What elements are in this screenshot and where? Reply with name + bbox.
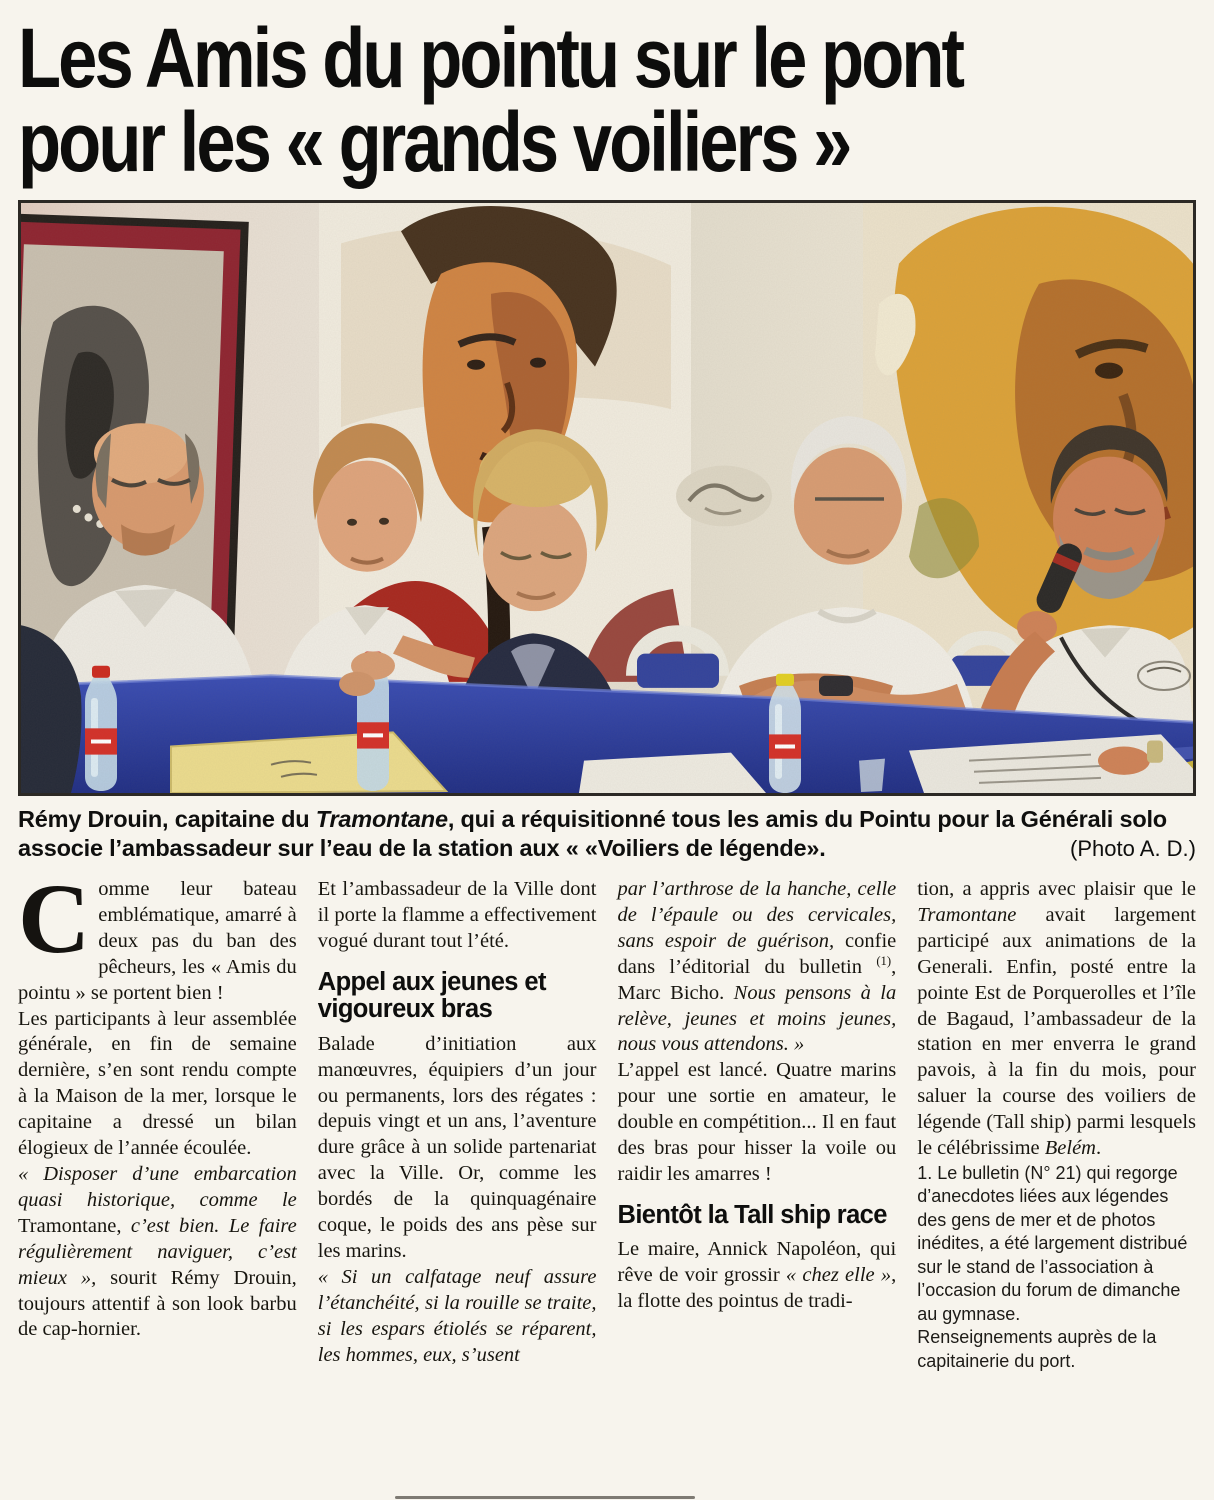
paragraph: Et l’ambassadeur de la Ville dont il porte la flamme a effectivement vogué durant tout l’été. xyxy=(317,878,597,952)
paragraph-quote: « Si un calfatage neuf assure l’étanchéité, si la rouille se traite, si les espars étiolés se réparent, les hommes, eux, s’usent xyxy=(317,1265,597,1366)
column-1 xyxy=(18,877,297,1500)
paragraph: « Disposer d’une embarcation quasi historique, comme le Tramontane, c’est bien. Le faire régulièrement naviguer, c’est mieux », sourit Rémy Drouin, toujours attentif à son look barbu de cap-hornier. xyxy=(18,1162,297,1341)
subhead-tallship: Bientôt la Tall ship race xyxy=(617,1200,887,1229)
headline-line-2: pour les « grands voiliers » xyxy=(18,95,850,189)
footnote: 1. Le bulletin (N° 21) qui regorge d’anecdotes liées aux légendes des gens de mer et de photos inédites, a été largement distribué sur le stand de l’association à l’occasion du forum de dimanche au gymnase. xyxy=(917,1162,1188,1324)
subhead-appel: Appel aux jeunes et vigoureux bras xyxy=(317,967,546,1024)
photo-grain xyxy=(21,203,1193,793)
paragraph: par l’arthrose de la hanche, celle de l’épaule ou des cervicales, sans espoir de guérison, confie dans l’éditorial du bulletin $^{(1)}$, Marc Bicho. Nous pensons à la relève, jeunes et moins jeunes, nous vous attendons. » xyxy=(617,878,897,1056)
paragraph: Le maire, Annick Napoléon, qui rêve de voir grossir « chez elle », la flotte des pointus de tradi- xyxy=(617,1238,897,1313)
scan-artifact xyxy=(395,1496,695,1499)
paragraph: L’appel est lancé. Quatre marins pour une sortie en amateur, le double en compétition... Il en faut des bras pour hisser la voile ou raidir les amarres ! xyxy=(617,1059,897,1185)
paragraph: Les participants à leur assemblée générale, en fin de semaine dernière, s’en sont rendu compte à la Maison de la mer, lorsque le capitaine a dressé un bilan élogieux de l’année écoulée. xyxy=(18,1007,297,1160)
article-photo xyxy=(18,200,1196,796)
paragraph: tion, a appris avec plaisir que le Tramontane avait largement participé aux animations de la Generali. Enfin, posté entre la pointe Est de Porquerolles et l’île de Bagaud, l’ambassadeur de la station en mer enverra le grand pavois, à la fin du mois, pour saluer la course des voiliers de légende (Tall ship) parmi lesquels le célébrissime Belém. xyxy=(917,878,1196,1160)
column-4 xyxy=(917,877,1196,1500)
footnote-info: Renseignements auprès de la capitainerie du port. xyxy=(917,1327,1157,1371)
footnote-ref: (1) xyxy=(876,953,892,968)
article-body xyxy=(18,877,1196,1500)
paragraph: Comme leur bateau emblématique, amarré à deux pas du ban des pêcheurs, les « Amis du pointu » se portent bien ! xyxy=(18,877,297,1004)
headline-line-1: Les Amis du pointu sur le pont xyxy=(18,11,963,105)
boat-name: Tramontane xyxy=(315,806,448,832)
photo-caption xyxy=(18,805,1196,863)
column-2 xyxy=(318,877,597,1500)
photo-credit: (Photo A. D.) xyxy=(1070,836,1196,861)
drop-cap: C xyxy=(18,877,91,974)
headline xyxy=(18,11,1196,189)
paragraph: Balade d’initiation aux manœuvres, équipiers d’un jour ou permanents, lors des régates : depuis vingt et un ans, l’aventure dure grâce à un solide partenariat avec la Ville. Or, comme les bordés de la quinquagénaire coque, le poids des ans pèse sur les marins. xyxy=(317,1032,597,1262)
column-3 xyxy=(618,877,897,1500)
caption-text: Rémy Drouin, capitaine du Tramontane, qui a réquisitionné tous les amis du Pointu pour la Générali solo associe l’ambassadeur sur l’eau de la station aux « «Voiliers de légende». xyxy=(18,806,1167,861)
photo-illustration xyxy=(21,203,1193,793)
